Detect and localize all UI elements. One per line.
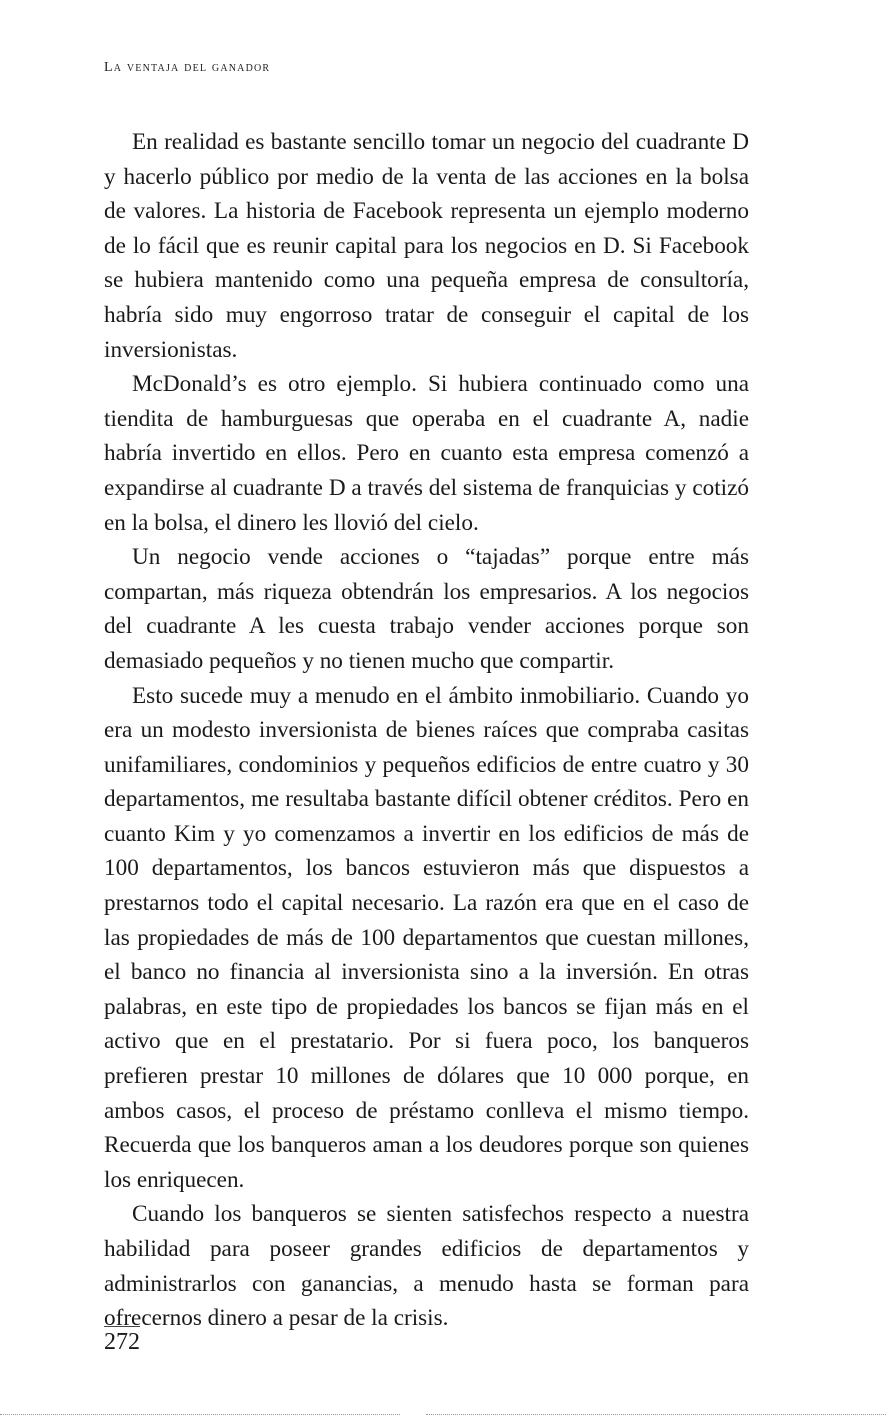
- running-head: La ventaja del ganador: [104, 60, 271, 75]
- paragraph: En realidad es bastante sencillo tomar un negocio del cuadrante D y hacerlo público por medio de la venta de las acciones en la bolsa de valores. La historia de Facebook representa un ejemplo moderno de lo fácil que es reunir capital para los negocios en D. Si Facebook se hubiera mantenido como una pequeña empresa de consultoría, habría sido muy engorroso tratar de conseguir el capital de los inversionistas.: [104, 129, 749, 363]
- paragraph: Un negocio vende acciones o “tajadas” porque entre más compartan, más riqueza obtendrán los empresarios. A los negocios del cuadrante A les cuesta trabajo vender acciones porque son demasiado pequeños y no tienen mucho que compartir.: [104, 544, 749, 674]
- paragraph: Cuando los banqueros se sienten satisfechos respecto a nuestra habilidad para poseer grandes edificios de departamentos y administrarlos con ganancias, a menudo hasta se forman para ofrecernos dinero a pesar de la crisis.: [104, 1201, 749, 1332]
- paragraph: Esto sucede muy a menudo en el ámbito inmobiliario. Cuando yo era un modesto inversionista de bienes raíces que compraba casitas unifamiliares, condominios y pequeños edificios de entre cuatro y 30 departamentos, me resultaba bastante difícil obtener créditos. Pero en cuanto Kim y yo comenzamos a invertir en los edificios de más de 100 departamentos, los bancos estuvieron más que dispuestos a prestarnos todo el capital necesario. La razón era que en el caso de las propiedades de más de 100 departamentos que cuestan millones, el banco no financia al inversionista sino a la inversión. En otras palabras, en este tipo de propiedades los bancos se fijan más en el activo que en el prestatario. Por si fuera poco, los banqueros prefieren prestar 10 millones de dólares que 10 000 porque, en ambos casos, el proceso de préstamo conlleva el mismo tiempo. Recuerda que los banqueros aman a los deudores porque son quienes los enriquecen.: [104, 682, 749, 1193]
- paragraph: McDonald’s es otro ejemplo. Si hubiera continuado como una tiendita de hamburguesas que operaba en el cuadrante A, nadie habría invertido en ellos. Pero en cuanto esta empresa comenzó a expandirse al cuadrante D a través del sistema de franquicias y cotizó en la bolsa, el dinero les llovió del cielo.: [104, 371, 749, 536]
- body-text: [104, 125, 749, 1336]
- scan-edge-rule: [426, 1414, 886, 1415]
- scan-edge-rule: [0, 1414, 400, 1415]
- page-number: 272: [104, 1326, 140, 1355]
